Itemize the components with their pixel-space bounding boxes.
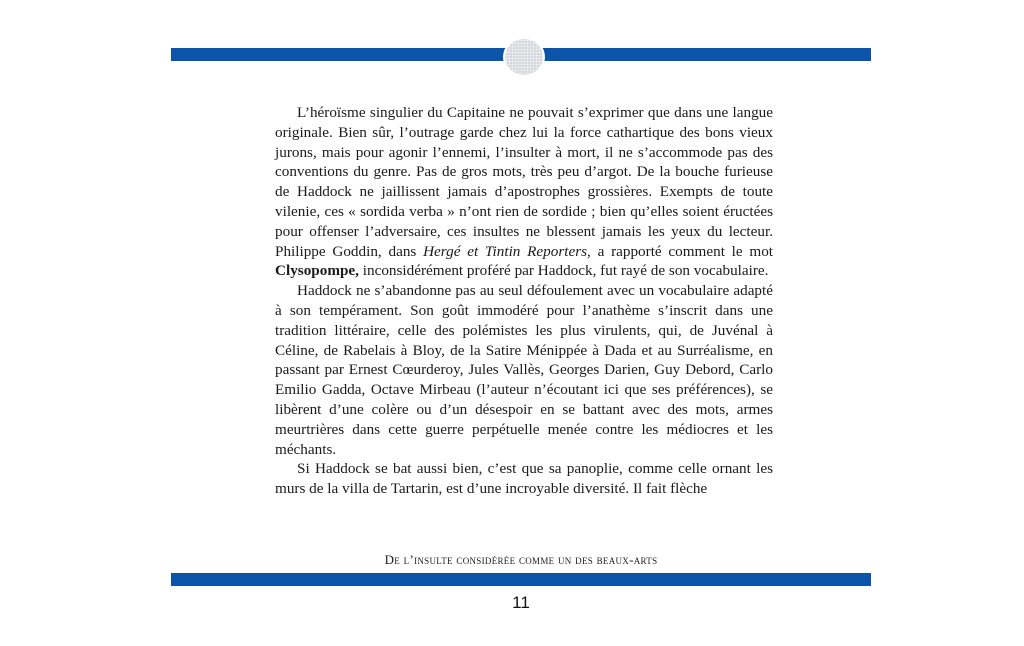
bottom-rule: [171, 573, 871, 586]
body-text: [275, 103, 773, 499]
text-run: L’héroïsme singulier du Capitaine ne pouvait s’exprimer que dans une langue originale. Bien sûr, l’outrage garde chez lui la force cathartique des bons vieux jurons, mais pour agonir l’ennemi, l’insulter à mort, il ne s’accommode pas des conventions du genre. Pas de gros mots, très peu d’argot. De la bouche furieuse de Haddock ne jaillissent jamais d’apostrophes grossières. Exempts de toute vilenie, ces « sordida verba » n’ont rien de sordide ; bien qu’elles soient éructées pour offenser l’adversaire, ces insultes ne blessent jamais les yeux du lecteur. Philippe Goddin, dans: [275, 104, 773, 260]
dotted-circle-ornament: [503, 37, 545, 77]
paragraph: [275, 103, 773, 281]
highlighted-word: Clysopompe,: [275, 262, 359, 280]
text-run: , a rapporté comment le mot: [587, 242, 774, 260]
running-title: De l’insulte considérée comme un des beaux-arts: [384, 552, 658, 567]
paragraph: [275, 281, 773, 459]
page-number: 11: [512, 593, 530, 612]
text-run: inconsidérément proféré par Haddock, fut rayé de son vocabulaire.: [358, 262, 769, 280]
book-title: Hergé et Tintin Reporters: [423, 242, 588, 260]
paragraph: [275, 459, 773, 499]
text-run: Haddock ne s’abandonne pas au seul défoulement avec un vocabulaire adapté à son tempérament. Son goût immodéré pour l’anathème s’inscrit dans une tradition littéraire, celle des polémistes les plus virulents, qui, de Juvénal à Céline, de Rabelais à Bloy, de la Satire Ménippée à Dada et au Surréalisme, en passant par Ernest Cœurderoy, Jules Vallès, Georges Darien, Guy Debord, Carlo Emilio Gadda, Octave Mirbeau (l’auteur n’écoutant ici que ses préférences), se libèrent d’une colère ou d’un désespoir en se battant avec des mots, armes meurtrières dans cette guerre perpétuelle menée contre les médiocres et les méchants.: [275, 282, 773, 458]
text-run: Si Haddock se bat aussi bien, c’est que sa panoplie, comme celle ornant les murs de la villa de Tartarin, est d’une incroyable diversité. Il fait flèche: [275, 460, 773, 498]
